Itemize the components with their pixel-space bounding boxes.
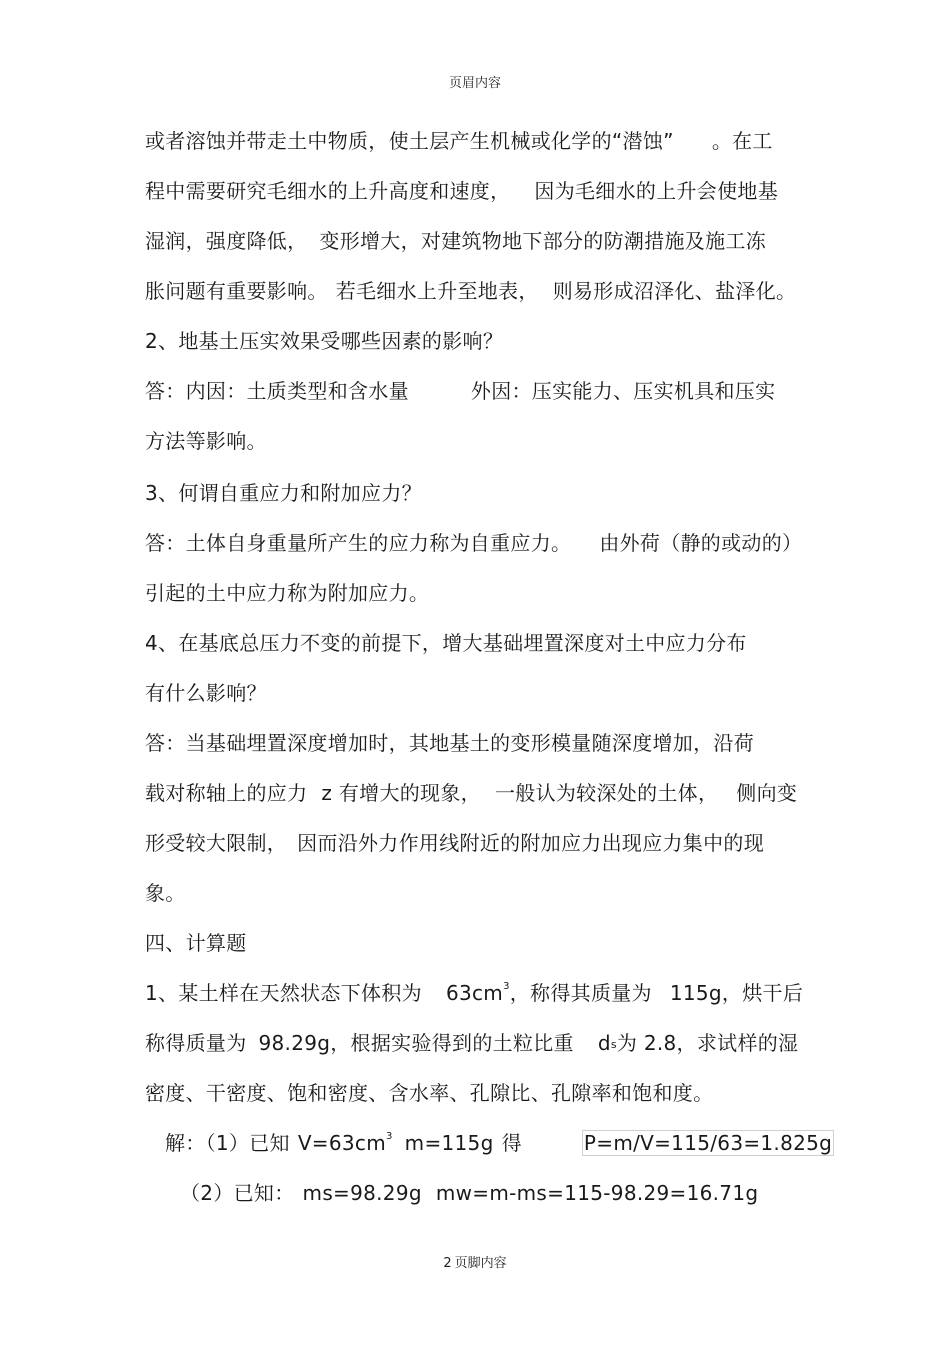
paragraph-line [145, 178, 778, 204]
text-segment: 115g，烘干后 [669, 981, 804, 1005]
text-segment: ms=98.29g [302, 1181, 422, 1205]
page-footer [0, 1252, 950, 1271]
text-segment: 若毛细水上升至地表， [335, 279, 539, 303]
paragraph-line [145, 228, 766, 254]
text-segment: V=63cm [297, 1131, 386, 1155]
paragraph-line [145, 278, 796, 304]
text-segment: 98.29g，根据实验得到的土粒比重 [258, 1031, 574, 1055]
text-segment: 侧向变 [736, 781, 798, 805]
question-4: 有什么影响？ [145, 681, 267, 705]
answer-2-line: 方法等影响。 [145, 429, 267, 453]
text-segment: 变形增大，对建筑物地下部分的防潮措施及施工冻 [319, 229, 767, 253]
text-segment: 外因：压实能力、压实机具和压实 [470, 379, 776, 403]
text-segment: 为 2.8，求试样的湿 [616, 1031, 799, 1055]
text-segment: 63cm [445, 981, 504, 1005]
text-segment: m=115g [404, 1131, 494, 1155]
subscript: s [610, 1038, 617, 1051]
text-segment: 胀问题有重要影响。 [145, 279, 328, 303]
answer-3-line [145, 530, 802, 556]
calc-1-line [145, 1030, 798, 1056]
calc-1-line: 密度、干密度、饱和密度、含水率、孔隙比、孔隙率和饱和度。 [145, 1081, 714, 1105]
text-segment: 载对称轴上的应力 [145, 781, 308, 805]
text-segment: 一般认为较深处的土体， [494, 781, 719, 805]
text-segment: 则易形成沼泽化、盐泽化。 [552, 279, 797, 303]
text-segment: 答：土体自身重量所产生的应力称为自重应力。 [145, 531, 572, 555]
text-segment: 。在工 [711, 129, 773, 153]
answer-2-line [145, 378, 775, 404]
text-segment: 形受较大限制， [145, 831, 288, 855]
text-segment: （2）已知： [180, 1181, 295, 1205]
footer-text: 页脚内容 [454, 1256, 507, 1271]
page-number: 2 [443, 1256, 452, 1271]
superscript: 3 [503, 981, 510, 992]
text-segment: 程中需要研究毛细水的上升高度和速度， [145, 179, 511, 203]
text-segment: 称得质量为 [145, 1031, 247, 1055]
text-segment: 答：内因：土质类型和含水量 [145, 379, 409, 403]
text-segment: 1、某土样在天然状态下体积为 [145, 981, 422, 1005]
solution-line [165, 1130, 834, 1156]
text-segment: mw=m-ms=115-98.29=16.71g [435, 1181, 759, 1205]
text-segment: ，称得其质量为 [509, 981, 652, 1005]
text-segment: 因为毛细水的上升会使地基 [534, 179, 779, 203]
question-4: 4、在基底总压力不变的前提下，增大基础埋置深度对土中应力分布 [145, 631, 747, 655]
solution-line [180, 1180, 758, 1206]
text-segment: 湿润，强度降低， [145, 229, 308, 253]
text-segment: 得 [501, 1131, 522, 1155]
answer-4-line [145, 830, 764, 856]
page-header: 页眉内容 [448, 76, 501, 91]
answer-4-line [145, 780, 797, 806]
text-segment: 解：（1）已知 [165, 1131, 290, 1155]
answer-4-line: 答：当基础埋置深度增加时，其地基土的变形模量随深度增加，沿荷 [145, 731, 754, 755]
paragraph-line [145, 128, 773, 154]
answer-3-line: 引起的土中应力称为附加应力。 [145, 581, 430, 605]
text-segment: z 有增大的现象， [321, 781, 481, 805]
calc-1-line [145, 980, 803, 1006]
text-segment: 由外荷（静的或动的） [599, 531, 803, 555]
text-segment: 或者溶蚀并带走土中物质，使土层产生机械或化学的“潜蚀” [145, 129, 674, 153]
text-segment: 因而沿外力作用线附近的附加应力出现应力集中的现 [297, 831, 765, 855]
superscript: 3 [386, 1131, 393, 1142]
question-2: 2、地基土压实效果受哪些因素的影响？ [145, 329, 504, 353]
answer-4-line: 象。 [145, 881, 186, 905]
question-3: 3、何谓自重应力和附加应力？ [145, 481, 422, 505]
text-segment: d [597, 1031, 611, 1055]
formula-box: P=m/V=115/63=1.825g [583, 1131, 833, 1155]
section-title: 四、计算题 [145, 931, 247, 955]
